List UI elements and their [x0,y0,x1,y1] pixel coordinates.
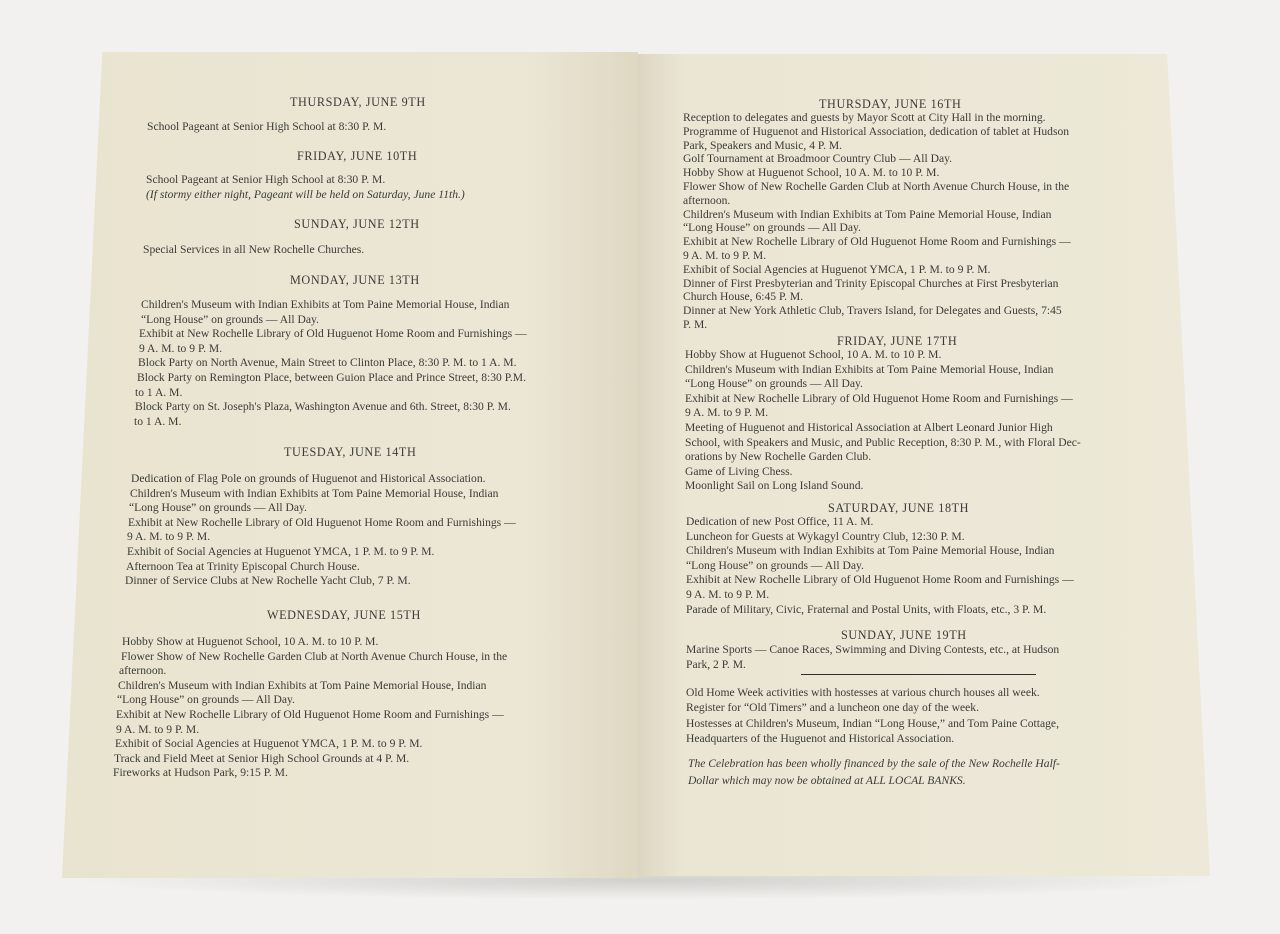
schedule-item: “Long House” on grounds — All Day. [685,377,863,391]
schedule-item: to 1 A. M. [135,385,183,399]
schedule-item: Block Party on St. Joseph's Plaza, Washington Avenue and 6th. Street, 8:30 P. M. [135,400,511,414]
schedule-item: Flower Show of New Rochelle Garden Club at North Avenue Church House, in the [121,649,508,663]
schedule-item: Block Party on North Avenue, Main Street to Clinton Place, 8:30 P. M. to 1 A. M. [138,356,517,370]
schedule-sunday-june-12 [143,243,364,258]
schedule-item: Luncheon for Guests at Wykagyl Country Club, 12:30 P. M. [686,529,965,543]
schedule-item: 9 A. M. to 9 P. M. [685,406,769,420]
schedule-item: Children's Museum with Indian Exhibits at Tom Paine Memorial House, Indian [141,298,510,311]
schedule-item: Programme of Huguenot and Historical Association, dedication of tablet at Hudson [683,124,1070,138]
schedule-item: “Long House” on grounds — All Day. [129,501,307,515]
schedule-item: orations by New Rochelle Garden Club. [685,450,872,464]
general-activities [686,685,1148,747]
schedule-item: Block Party on Remington Place, between Guion Place and Prince Street, 8:30 P.M. [137,370,526,384]
schedule-item: “Long House” on grounds — All Day. [117,693,295,707]
schedule-item: Meeting of Huguenot and Historical Association at Albert Leonard Junior High [685,420,1053,434]
schedule-item: Exhibit of Social Agencies at Huguenot YMCA, 1 P. M. to 9 P. M. [115,737,423,751]
schedule-item: Hobby Show at Huguenot School, 10 A. M. to 10 P. M. [685,348,942,361]
schedule-item: “Long House” on grounds — All Day. [686,558,864,572]
schedule-item: Dedication of Flag Pole on grounds of Huguenot and Historical Association. [131,472,486,485]
schedule-item: 9 A. M. to 9 P. M. [683,248,767,262]
heading-sunday-june-19: SUNDAY, JUNE 19TH [841,628,967,642]
general-item: Old Home Week activities with hostesses at various church houses all week. [686,686,1040,699]
schedule-item: Children's Museum with Indian Exhibits at Tom Paine Memorial House, Indian [130,486,499,500]
schedule-item: Children's Museum with Indian Exhibits at Tom Paine Memorial House, Indian [685,362,1054,376]
schedule-item: 9 A. M. to 9 P. M. [127,530,211,544]
schedule-sunday-june-19 [686,643,1148,672]
schedule-item: Exhibit of Social Agencies at Huguenot YMCA, 1 P. M. to 9 P. M. [683,262,991,276]
schedule-item: Children's Museum with Indian Exhibits at Tom Paine Memorial House, Indian [683,207,1052,221]
schedule-item: Exhibit at New Rochelle Library of Old Huguenot Home Room and Furnishings — [116,707,504,721]
schedule-item: Park, Speakers and Music, 4 P. M. [683,138,843,152]
schedule-item: Exhibit at New Rochelle Library of Old Huguenot Home Room and Furnishings — [128,515,516,529]
schedule-saturday-june-18 [686,515,1148,617]
divider-rule [801,674,1036,675]
schedule-item: Church House, 6:45 P. M. [683,290,804,304]
schedule-item: Exhibit at New Rochelle Library of Old Huguenot Home Room and Furnishings — [139,327,527,341]
schedule-thursday-june-9 [147,120,386,135]
schedule-item: Dinner of First Presbyterian and Trinity Episcopal Churches at First Presbyterian [683,276,1059,290]
schedule-item: P. M. [683,317,708,331]
schedule-monday-june-13 [134,298,590,429]
schedule-item: Hobby Show at Huguenot School, 10 A. M. to 10 P. M. [683,166,940,180]
schedule-item: “Long House” on grounds — All Day. [683,221,861,235]
schedule-friday-june-17 [685,348,1147,494]
schedule-item: 9 A. M. to 9 P. M. [686,587,770,601]
schedule-item: Dinner of Service Clubs at New Rochelle Yacht Club, 7 P. M. [125,574,411,588]
schedule-item: Exhibit of Social Agencies at Huguenot YMCA, 1 P. M. to 9 P. M. [127,544,435,558]
schedule-item: Dinner at New York Athletic Club, Travers Island, for Delegates and Guests, 7:45 [683,304,1062,318]
schedule-item: afternoon. [683,193,731,207]
schedule-item: Exhibit at New Rochelle Library of Old Huguenot Home Room and Furnishings — [685,391,1073,405]
heading-friday-june-10: FRIDAY, JUNE 10TH [297,149,418,163]
weather-note: (If stormy either night, Pageant will be held on Saturday, June 11th.) [146,187,465,201]
schedule-item: Dedication of new Post Office, 11 A. M. [686,515,874,528]
schedule-item: Exhibit at New Rochelle Library of Old Huguenot Home Room and Furnishings — [686,573,1074,587]
closing-note [688,755,1150,789]
schedule-item: Track and Field Meet at Senior High School Grounds at 4 P. M. [114,751,410,765]
schedule-item: School Pageant at Senior High School at 8:30 P. M. [147,120,387,133]
schedule-item: Reception to delegates and guests by Mayor Scott at City Hall in the morning. [683,111,1046,124]
schedule-item: Flower Show of New Rochelle Garden Club at North Avenue Church House, in the [683,179,1070,193]
schedule-item: “Long House” on grounds — All Day. [141,312,319,326]
heading-thursday-june-9: THURSDAY, JUNE 9TH [290,95,426,109]
schedule-item: Game of Living Chess. [685,464,793,478]
schedule-item: School, with Speakers and Music, and Public Reception, 8:30 P. M., with Floral Dec- [685,435,1081,449]
schedule-item: afternoon. [119,664,167,678]
schedule-friday-june-10 [146,173,465,202]
schedule-item: Fireworks at Hudson Park, 9:15 P. M. [113,766,288,780]
closing-note-line: The Celebration has been wholly financed by the sale of the New Rochelle Half- [688,757,1060,770]
heading-sunday-june-12: SUNDAY, JUNE 12TH [294,217,420,231]
schedule-item: Park, 2 P. M. [686,657,746,671]
general-item: Headquarters of the Huguenot and Historical Association. [686,732,955,746]
heading-thursday-june-16: THURSDAY, JUNE 16TH [819,97,962,111]
heading-wednesday-june-15: WEDNESDAY, JUNE 15TH [267,608,421,622]
schedule-tuesday-june-14 [124,472,590,589]
schedule-item: Afternoon Tea at Trinity Episcopal Church House. [126,559,360,573]
schedule-item: to 1 A. M. [134,414,182,428]
schedule-item: School Pageant at Senior High School at 8:30 P. M. [146,173,386,186]
schedule-item: Special Services in all New Rochelle Churches. [143,243,365,256]
heading-saturday-june-18: SATURDAY, JUNE 18TH [828,501,970,515]
closing-note-line: Dollar which may now be obtained at ALL LOCAL BANKS. [688,774,966,787]
schedule-item: Exhibit at New Rochelle Library of Old Huguenot Home Room and Furnishings — [683,235,1071,249]
general-item: Register for “Old Timers” and a luncheon one day of the week. [686,701,979,715]
schedule-item: Children's Museum with Indian Exhibits at Tom Paine Memorial House, Indian [118,678,487,692]
general-item: Hostesses at Children's Museum, Indian “Long House,” and Tom Paine Cottage, [686,716,1059,730]
schedule-item: 9 A. M. to 9 P. M. [116,722,200,736]
heading-friday-june-17: FRIDAY, JUNE 17TH [837,334,958,348]
schedule-item: Children's Museum with Indian Exhibits at Tom Paine Memorial House, Indian [686,544,1055,558]
schedule-item: Golf Tournament at Broadmoor Country Club — All Day. [683,152,953,166]
schedule-item: Hobby Show at Huguenot School, 10 A. M. to 10 P. M. [122,635,379,648]
schedule-item: 9 A. M. to 9 P. M. [139,341,223,355]
schedule-thursday-june-16 [683,111,1145,332]
heading-monday-june-13: MONDAY, JUNE 13TH [290,273,420,287]
schedule-item: Marine Sports — Canoe Races, Swimming and Diving Contests, etc., at Hudson [686,643,1060,656]
heading-tuesday-june-14: TUESDAY, JUNE 14TH [284,445,417,459]
schedule-item: Parade of Military, Civic, Fraternal and Postal Units, with Floats, etc., 3 P. M. [686,602,1047,616]
schedule-wednesday-june-15 [113,635,589,781]
schedule-item: Moonlight Sail on Long Island Sound. [685,479,864,493]
